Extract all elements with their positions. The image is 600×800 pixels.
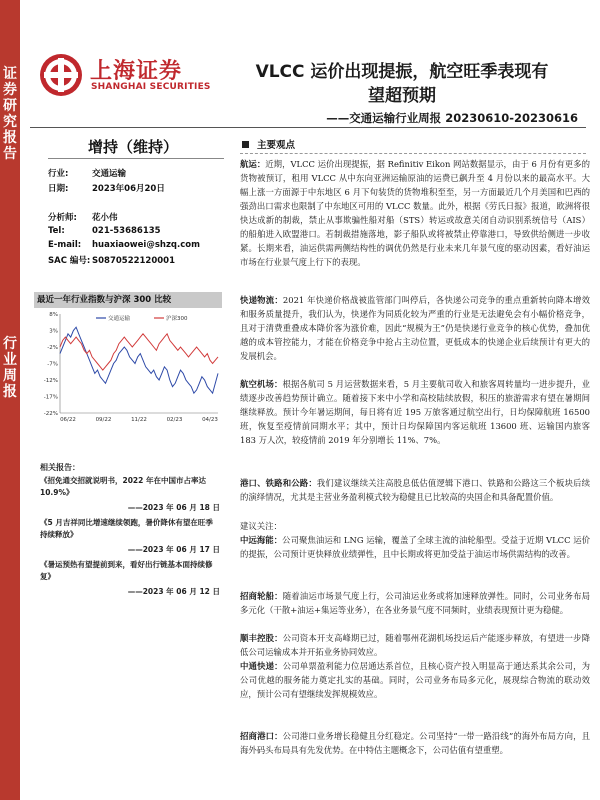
side-tag-top-char: 证 bbox=[3, 66, 17, 82]
related-report-2[interactable]: 《5 月吉祥同比增速继续领跑，暑价降休有望在旺季持续释放》 bbox=[40, 518, 213, 539]
header-divider bbox=[30, 127, 586, 128]
rating: 增持（维持） bbox=[87, 138, 178, 156]
side-tag-research-report bbox=[0, 66, 20, 162]
logo-text-cn: 上海证券 bbox=[90, 59, 183, 84]
side-tag-weekly bbox=[0, 336, 20, 400]
side-tag-top-char: 券 bbox=[3, 82, 17, 98]
related-report-1-date: ——2023 年 06 月 18 日 bbox=[127, 503, 220, 512]
meta-industry: 行业: 交通运输 bbox=[48, 169, 127, 179]
meta-sac: SAC 编号: S0870522120001 bbox=[48, 256, 176, 266]
advice-title: 建议关注： bbox=[240, 521, 282, 531]
x-tick-label: 09/22 bbox=[95, 417, 112, 423]
meta-analyst: 分析师: 花小伟 bbox=[48, 213, 118, 223]
legend-label: 沪深300 bbox=[166, 316, 188, 322]
title-line-2: 望超预期 bbox=[368, 86, 436, 106]
report-subtitle: ——交通运输行业周报 20230610-20230616 bbox=[326, 111, 578, 125]
x-tick-label: 04/23 bbox=[202, 417, 218, 423]
chart-plot bbox=[34, 308, 222, 425]
rating-divider bbox=[48, 158, 224, 159]
related-report-2-date: ——2023 年 06 月 17 日 bbox=[127, 545, 220, 554]
related-report-1[interactable]: 《招免通交招就说明书，2022 年在中国市占率达 10.9%》 bbox=[40, 476, 206, 497]
section-bullet-icon bbox=[242, 141, 249, 148]
logo-text-en: SHANGHAI SECURITIES bbox=[91, 82, 211, 92]
advice-cm-energy: 招商轮船：随着油运市场景气度上行，公司油运业务或将加速释放弹性。同时，公司业务布局多元化（干散+油运+集运等业务），在各业务景气度不同频时，业绩表现预计更为稳健。 bbox=[240, 591, 590, 615]
series-line-transport bbox=[60, 327, 218, 393]
advice-zto: 中通快递：公司单票盈利能力位居通达系首位，且核心资产投入明显高于通达系其余公司，为公司优越的服务能力奠定扎实的基础。同时，公司业务布局多元化，展现综合物流的联动效应，预计公司有望继续发挥规模效应。 bbox=[240, 661, 590, 699]
title-line-1: VLCC 运价出现提振，航空旺季表现有 bbox=[255, 62, 549, 82]
chart-title: 最近一年行业指数与沪深 300 比较 bbox=[34, 292, 222, 308]
side-tag-middle-char: 行 bbox=[3, 336, 17, 352]
y-tick-label: -22% bbox=[43, 411, 58, 417]
y-tick-label: 3% bbox=[49, 328, 58, 335]
side-tag-top-char: 研 bbox=[3, 98, 17, 114]
logo-mark-icon bbox=[38, 52, 84, 98]
company-logo bbox=[38, 52, 238, 102]
paragraph-ports: 港口、铁路和公路：我们建议继续关注高股息低估值逻辑下港口、铁路和公路这三个板块后续的演绎情况，尤其是主营业务盈利模式较为稳健且已比较高的央国企和具备配置价值。 bbox=[240, 478, 591, 502]
series-line-csi300 bbox=[60, 334, 218, 370]
x-tick-label: 11/22 bbox=[131, 417, 147, 423]
legend-label: 交通运输 bbox=[108, 316, 131, 322]
side-tag-middle-char: 周 bbox=[3, 368, 17, 384]
side-tag-top-char: 究 bbox=[3, 114, 17, 130]
y-tick-label: -2% bbox=[47, 345, 58, 351]
y-tick-label: 8% bbox=[49, 312, 58, 318]
advice-sf-holding: 顺丰控股：公司资本开支高峰期已过，随着鄂州花湖机场投运后产能逐步释放，有望进一步降低公司运输成本并开拓业务协同效应。 bbox=[240, 633, 590, 657]
index-comparison-chart bbox=[34, 292, 222, 425]
y-tick-label: -17% bbox=[43, 394, 58, 401]
related-report-3-date: ——2023 年 06 月 12 日 bbox=[127, 587, 220, 596]
side-tag-middle-char: 业 bbox=[3, 352, 17, 368]
advice-cm-port: 招商港口：公司港口业务增长稳健且分红稳定。公司坚持“一带一路沿线”的海外布局方向，且海外码头布局具有先发优势。在中特估主题概念下，公司估值有望重塑。 bbox=[240, 731, 591, 755]
side-tag-top-char: 告 bbox=[3, 146, 17, 162]
meta-date: 日期: 2023年06月20日 bbox=[48, 184, 165, 194]
side-tag-top-char: 报 bbox=[3, 130, 17, 146]
paragraph-shipping: 航运：近期，VLCC 运价出现提振，据 Refinitiv Eikon 网站数据显示，由于 6 月份有更多的货物被预订，租用 VLCC 从中东向亚洲运输原油的运费已飙升至 4 月份以来的最高水平。大幅上涨一方面源于中东地区 6 月下旬装货的货物堆积至至，另一方面最近几个月美国和巴西的强劲出口需求也限制了中东地区可用的 VLCC 数量。此外，根据《劳氏日报》报道，欧洲将很快达成新的制裁，禁止从事欺骗性船对船（STS）转运或故意关闭自动识别系统信号（AIS）的船舶进入欧盟港口。若制裁措施落地，影子船队或将被禁止停靠港口，导致供给侧进一步收紧。长期来看，油运供需两侧结构性的调优仍然是行业未来几年景气度的驱动因素，看好油运市场在行业景气度上行下的表现。 bbox=[240, 159, 590, 267]
meta-tel: Tel: 021-53686135 bbox=[48, 226, 161, 236]
side-band bbox=[0, 0, 20, 800]
related-report-3[interactable]: 《暑运预热有望提前到来，看好出行链基本面持续修复》 bbox=[40, 560, 213, 581]
paragraph-express: 快递物流：2021 年快递价格战被监管部门叫停后，各快递公司竞争的重点重新转向降本增效和服务质量提升，我们认为，快递作为同质化较为严重的行业是无法避免会有小幅价格竞争，且对于清费重叠成本降价客为涨价难，因此“规模为王”仍是快递行业竞争的核心优势，叠加优越的成本管控能力，才能在价格竞争中抢占主动位置，更低成本的快递企业后续预计有更大的发展机会。 bbox=[240, 295, 590, 361]
side-tag-middle-char: 报 bbox=[3, 384, 17, 400]
x-tick-label: 06/22 bbox=[60, 417, 76, 423]
meta-email: E-mail: huaxiaowei@shzq.com bbox=[48, 240, 200, 250]
x-tick-label: 02/23 bbox=[166, 417, 183, 423]
related-reports-title: 相关报告： bbox=[40, 463, 80, 472]
y-tick-label: -7% bbox=[47, 361, 58, 368]
y-tick-label: -12% bbox=[43, 378, 58, 384]
advice-cosco-energy: 中远海能：公司聚焦油运和 LNG 运输，覆盖了全球主流的油轮船型。受益于近期 VLCC 运价的提振，公司预计更快释放业绩弹性，且中长期或将更加受益于油运市场供需结构的改善。 bbox=[240, 535, 591, 559]
paragraph-aviation: 航空机场：根据各航司 5 月运营数据来看，5 月主要航司收入和旅客周转量均一进步提升，业绩逐步改善趋势预计确立。随着接下来中小学和高校陆续放假，积压的旅游需求有望在暑期间继续释放。预计今年暑运期间，每日将有近 195 万旅客通过航空出行，日均保障航班 16500 班，恢复至疫情前同期水平；其中，预计日均保障国内客运航班 13600 班、运输国内旅客 183 万人次，较疫情前 2019 年分别增长 11%、7%。 bbox=[240, 379, 590, 445]
report-title bbox=[242, 60, 562, 108]
section-main-points: 主要观点 bbox=[242, 137, 295, 151]
section-divider bbox=[240, 153, 586, 154]
